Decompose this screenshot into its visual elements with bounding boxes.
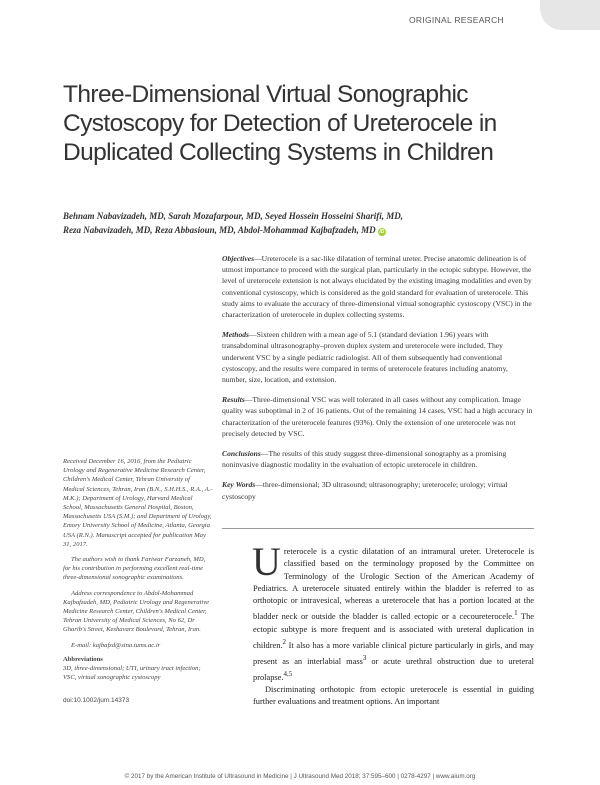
doi-label[interactable]: doi:10.1002/jum.14373: [63, 697, 130, 704]
abstract-keywords-heading: Key Words: [222, 480, 256, 490]
abstract: [222, 253, 534, 511]
correspondence-address: Address correspondence to Abdol-Mohammad Kajbafzadeh, MD, Pediatric Urology and Regenerative Medicine Research Center, Children's Medical Center, Tehran University of Medical Sciences, No 62, Dr Gharib's Street, Keshavarz Boulevard, Tehran, Iran.: [63, 589, 210, 634]
body-p1-part-c: It also has a more variable clinical picture particularly in girls, and may present as an interlabial mass: [253, 640, 534, 666]
reference-4-5[interactable]: 4,5: [283, 670, 293, 679]
body-p1-part-b: The ectopic subtype is more frequent and is associated with ureteral duplication in children.: [253, 612, 535, 650]
correspondence-email[interactable]: E-mail: kajbafzd@sina.tums.ac.ir: [71, 641, 161, 649]
body-paragraph-1: [252, 539, 535, 684]
reference-1[interactable]: 1: [514, 609, 518, 618]
body-p1-part-a: reterocele is a cystic dilatation of an intramural ureter. Ureterocele is classified based on the terminology proposed by the Committee on Terminology of the Urologic Section of the American Academy of Pediatrics. A ureterocele situated entirely within the bladder is referred to as orthotopic or intravesical, whereas a ureterocele that has a portion located at the bladder neck or outside the bladder is called ectopic or a cecoureterocele.: [253, 547, 534, 622]
body-text: [252, 539, 535, 709]
abstract-objectives: [222, 253, 534, 320]
abstract-keywords-text: —three-dimensional; 3D ultrasound; ultrasonography; ureterocele; urology; virtual cystoscopy: [222, 480, 508, 501]
reference-2[interactable]: 2: [282, 637, 287, 646]
abstract-conclusions-heading: Conclusions: [222, 449, 261, 459]
author-line-2-text: Reza Nabavizadeh, MD, Reza Abbasioun, MD, Abdol-Mohammad Kajbafzadeh, MD: [63, 225, 376, 235]
abstract-conclusions-text: —The results of this study suggest three-dimensional sonography as a promising noninvasive diagnostic modality in the evaluation of ectopic ureterocele in children.: [222, 449, 507, 470]
abstract-objectives-text: —Ureterocele is a sac-like dilatation of terminal ureter. Precise anatomic delineation is of utmost importance to proceed with the surgical plan, particularly in the ectopic subtype. However, the level of ureterocele extension is not always elucidated by the existing imaging modalities and even by conventional cystoscopy, which is considered as the gold standard for evaluation of ureterocele. This study aims to evaluate the accuracy of three-dimensional virtual sonographic cystoscopy (VSC) in the characterization of ureterocele in duplex collecting systems.: [222, 254, 532, 320]
author-list: [63, 209, 538, 237]
article-title: Three-Dimensional Virtual Sonographic Cystoscopy for Detection of Ureterocele in Duplicated Collecting Systems in Children: [63, 81, 497, 166]
abbreviations-block: [63, 655, 213, 683]
body-paragraph-2: Discriminating orthotopic from ectopic ureterocele is essential in guiding further evaluations and treatment options. An important: [253, 685, 534, 707]
abbreviations-list: 3D, three-dimensional; UTI, urinary tract infection; VSC, virtual sonographic cystoscopy: [63, 665, 201, 682]
reference-3[interactable]: 3: [362, 653, 367, 662]
author-line-2: [63, 223, 538, 237]
article-notes: [63, 457, 213, 656]
acknowledgment-note: The authors wish to thank Fariwar Farzaneh, MD, for his contribution in performing excellent real-time three-dimensional sonographic examinations.: [63, 556, 206, 582]
abstract-methods-text: —Sixteen children with a mean age of 5.1 (standard deviation 1.96) years with transabdominal ultrasonography–proven duplex system and ureterocele were included. They underwent VSC by a single pediatric radiologist. All of them subsequently had conventional cystoscopy, and the results were compared in terms of ureterocele features including anatomy, number, size, location, and extension.: [222, 330, 508, 385]
abstract-divider: [222, 528, 534, 529]
abstract-results-text: —Three-dimensional VSC was well tolerated in all cases without any complication. Image quality was suboptimal in 2 of 16 patients. Out of the remaining 14 cases, VSC had a high accuracy in characterization of the ureterocele features (93%). Only the extension of one ureterocele was not precisely detected by VSC.: [222, 395, 533, 438]
body-p1-part-d: or acute urethral obstruction due to ureteral prolapse.: [253, 656, 535, 682]
abstract-methods-heading: Methods: [222, 330, 250, 340]
abstract-results: [222, 394, 534, 439]
abbreviations-title: Abbreviations: [63, 656, 103, 663]
author-line-1: Behnam Nabavizadeh, MD, Sarah Mozafarpour, MD, Seyed Hossein Hosseini Sharifi, MD,: [63, 211, 404, 221]
abstract-objectives-heading: Objectives: [222, 254, 255, 263]
section-label: ORIGINAL RESEARCH: [409, 15, 504, 25]
abstract-conclusions: [222, 448, 534, 470]
header-tab-shape: [540, 0, 600, 30]
abstract-keywords: [222, 479, 534, 501]
abstract-results-heading: Results: [222, 395, 245, 405]
drop-cap: U: [252, 539, 281, 584]
orcid-icon[interactable]: iD: [379, 229, 385, 235]
received-note: Received December 16, 2016, from the Pediatric Urology and Regenerative Medicine Research Center, Children's Medical Center, Tehran University of Medical Sciences, Tehran, Iran (B.N., S.H.H.S., R.A., A.-M.K.); Department of Urology, Harvard Medical School, Massachusetts General Hospital, Boston, Massachusetts USA (S.M.); and Department of Urology, Emory University School of Medicine, Atlanta, Georgia USA (R.N.). Manuscript accepted for publication May 31, 2017.: [63, 458, 213, 548]
abstract-methods: [222, 329, 534, 385]
page-footer: © 2017 by the American Institute of Ultrasound in Medicine | J Ultrasound Med 2018; 37:595–600 | 0278-4297 | www.aium.org: [124, 773, 476, 780]
